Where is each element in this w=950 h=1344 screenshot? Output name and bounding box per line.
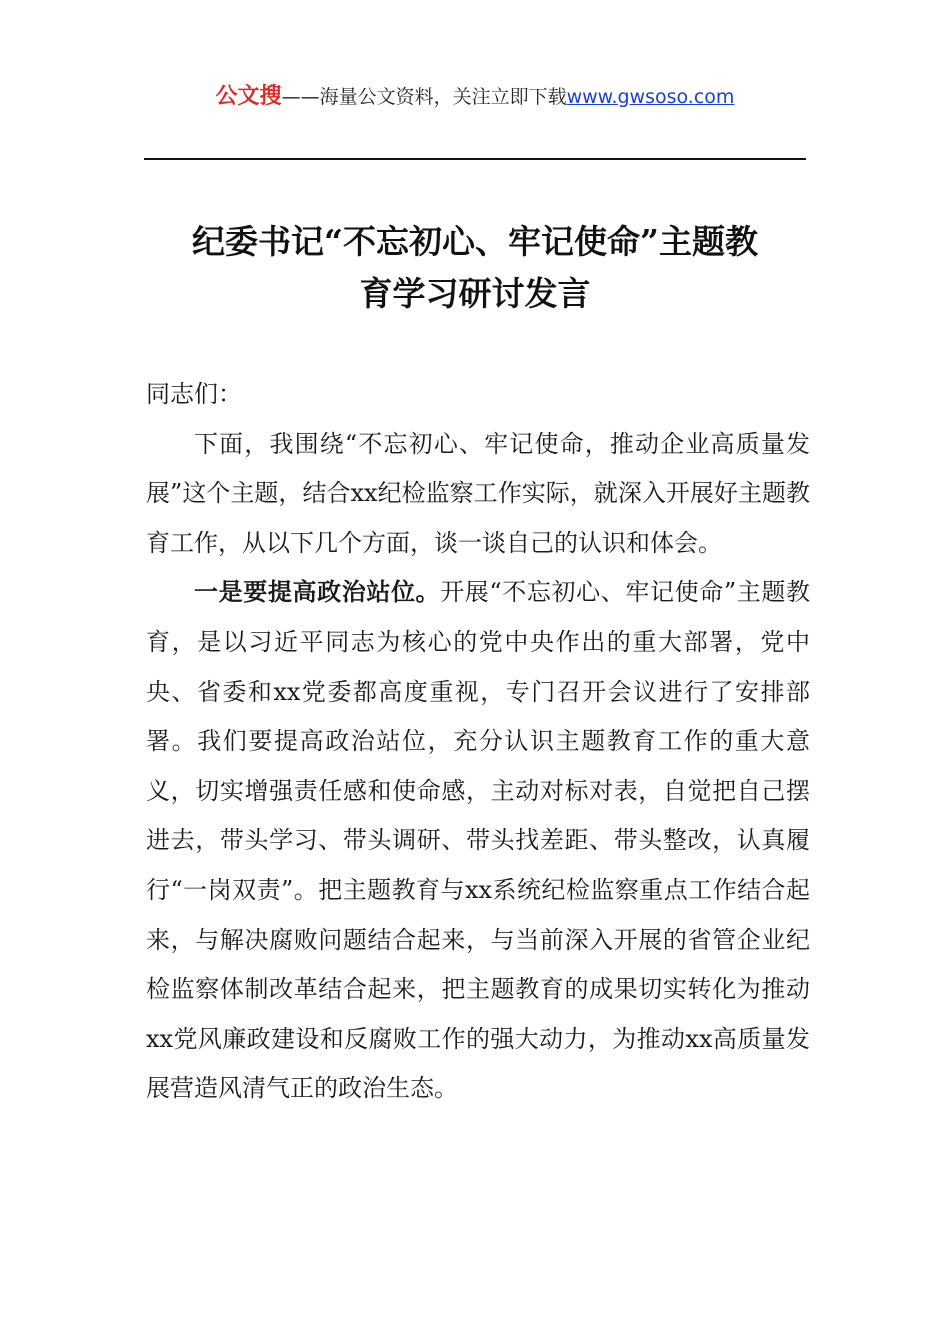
title-line-2: 育学习研讨发言 xyxy=(359,274,591,313)
document-body xyxy=(146,370,810,1114)
salutation: 同志们： xyxy=(146,380,242,408)
website-link[interactable]: www.gwsoso.com xyxy=(566,86,735,108)
paragraph-intro: 下面，我围绕“不忘初心、牢记使命，推动企业高质量发展”这个主题，结合xx纪检监察工作实际，就深入开展好主题教育工作，从以下几个方面，谈一谈自己的认识和体会。 xyxy=(146,429,810,557)
header-divider xyxy=(144,158,806,160)
paragraph-body: 开展“不忘初心、牢记使命”主题教育，是以习近平同志为核心的党中央作出的重大部署，党中央、省委和xx党委都高度重视，专门召开会议进行了安排部署。我们要提高政治站位，充分认识主题教育工作的重大意义，切实增强责任感和使命感，主动对标对表，自觉把自己摆进去，带头学习、带头调研、带头找差距、带头整改，认真履行“一岗双责”。把主题教育与xx系统纪检监察重点工作结合起来，与解决腐败问题结合起来，与当前深入开展的省管企业纪检监察体制改革结合起来，把主题教育的成果切实转化为推动xx党风廉政建设和反腐败工作的强大动力，为推动xx高质量发展营造风清气正的政治生态。 xyxy=(146,578,810,1103)
paragraph-lead: 一是要提高政治站位。 xyxy=(194,578,441,607)
document-title xyxy=(120,216,830,320)
paragraph-political-stance xyxy=(146,568,810,1114)
page-header xyxy=(0,82,950,112)
brand-logo: 公文搜 xyxy=(215,84,282,109)
title-line-1: 纪委书记“不忘初心、牢记使命”主题教 xyxy=(192,222,758,261)
header-tagline: ——海量公文资料，关注立即下载 xyxy=(281,86,567,108)
